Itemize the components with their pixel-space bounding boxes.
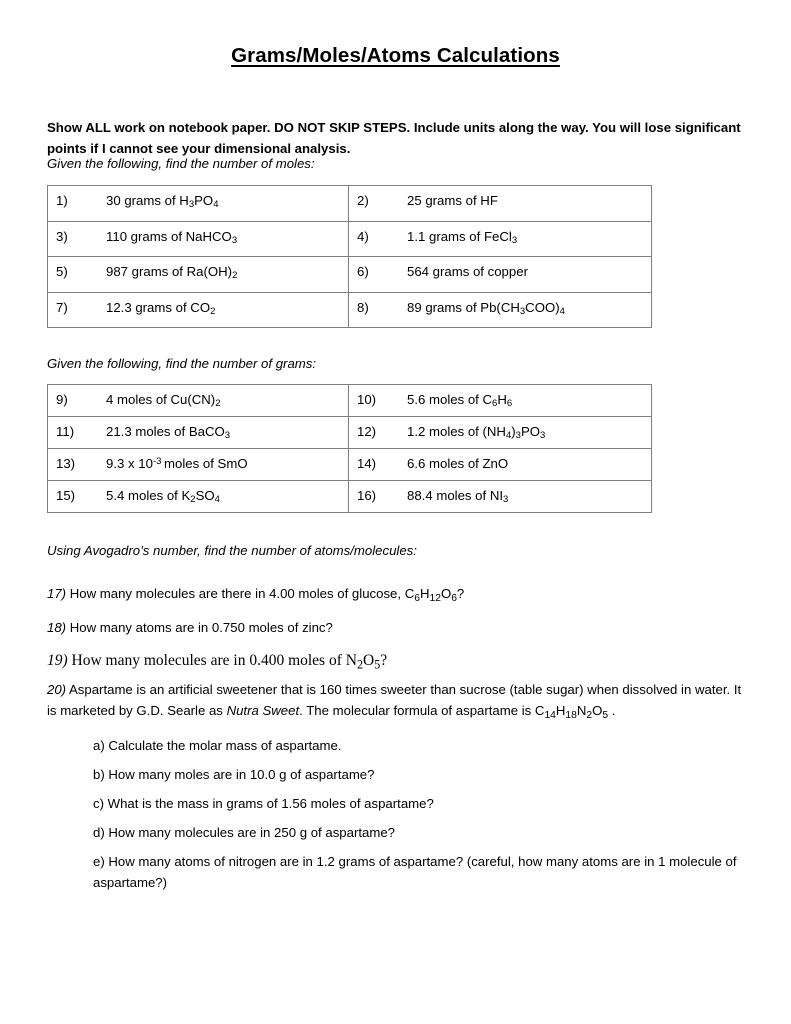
question-entry xyxy=(48,263,348,280)
table-row xyxy=(48,481,652,513)
question-text: How many molecules are in 0.400 moles of $N_2O_5$? xyxy=(67,651,388,672)
question-entry xyxy=(349,263,651,280)
question-entry xyxy=(349,192,651,209)
question-text: 88.4 moles of $NI_3$ xyxy=(407,488,509,506)
question-entry xyxy=(349,228,651,245)
subpart-d: d) How many molecules are in 250 g of aspartame? xyxy=(93,825,395,841)
table-row xyxy=(48,449,652,481)
table-cell-question-12 xyxy=(349,417,652,449)
question-number: 19) xyxy=(47,651,68,669)
question-text: 21.3 moles of BaCO$_3$ xyxy=(106,424,231,442)
table-row xyxy=(48,417,652,449)
question-number: 8) xyxy=(357,299,369,315)
question-number: 18) xyxy=(47,620,67,636)
question-number: 2) xyxy=(357,193,369,208)
question-entry xyxy=(48,192,348,209)
table-cell-question-15 xyxy=(48,481,349,513)
table-cell-question-4 xyxy=(349,221,652,257)
question-number: 11) xyxy=(56,424,75,439)
table-cell-question-7 xyxy=(48,292,349,328)
question-text: Aspartame is an artificial sweetener that is 160 times sweeter than sucrose (table sugar) when dissolved in water. It is marketed by G.D. Searle as Nutra Sweet. The molecular formula of aspartame is $C_{14}H_{18}N_2O_5$ . xyxy=(47,682,742,722)
question-text: 30 grams of $H_3PO_4$ xyxy=(106,193,219,211)
question-entry xyxy=(349,455,651,472)
table-cell-question-13 xyxy=(48,449,349,481)
moles-question-table xyxy=(47,185,652,328)
question-text: 5.6 moles of $C_6H_6$ xyxy=(407,392,513,410)
table-cell-question-5 xyxy=(48,257,349,293)
question-text: How many molecules are there in 4.00 moles of glucose, $C_6H_{12}O_6$? xyxy=(66,586,465,605)
question-text: 4 moles of $Cu(CN)_2$ xyxy=(106,392,221,410)
section-label-atoms: Using Avogadro’s number, find the number of atoms/molecules: xyxy=(47,543,417,558)
subpart-a: a) Calculate the molar mass of aspartame. xyxy=(93,738,342,754)
question-text: 987 grams of $Ra(OH)_2$ xyxy=(106,264,238,282)
question-text: 25 grams of HF xyxy=(407,193,498,208)
instructions-paragraph: Show ALL work on notebook paper. DO NOT SKIP STEPS. Include units along the way. You will lose significant points if I cannot see your dimensional analysis. xyxy=(47,120,741,157)
question-17 xyxy=(47,583,747,604)
table-cell-question-8 xyxy=(349,292,652,328)
question-entry xyxy=(48,299,348,316)
question-number: 17) xyxy=(47,586,67,602)
section-label-grams: Given the following, find the number of grams: xyxy=(47,356,317,371)
grams-question-table xyxy=(47,384,652,513)
table-cell-question-2 xyxy=(349,186,652,222)
question-entry xyxy=(48,455,348,472)
question-20 xyxy=(47,679,749,721)
subpart-b: b) How many moles are in 10.0 g of aspartame? xyxy=(93,767,375,783)
question-entry xyxy=(349,391,651,408)
question-number: 13) xyxy=(56,456,76,471)
question-number: 4) xyxy=(357,228,369,244)
table-cell-question-10 xyxy=(349,385,652,417)
moles-table-body xyxy=(48,186,652,328)
question-number: 15) xyxy=(56,488,76,503)
question-entry xyxy=(48,391,348,408)
question-text: 6.6 moles of ZnO xyxy=(407,456,509,471)
table-row xyxy=(48,292,652,328)
question-number: 20) xyxy=(47,682,67,698)
question-number: 7) xyxy=(56,299,68,315)
question-text: 12.3 grams of $CO_2$ xyxy=(106,299,216,317)
question-entry xyxy=(349,299,651,316)
table-row xyxy=(48,257,652,293)
question-number: 5) xyxy=(56,264,68,279)
question-number: 14) xyxy=(357,456,377,471)
question-text: How many atoms are in 0.750 moles of zinc? xyxy=(66,620,333,636)
question-entry xyxy=(349,423,651,440)
table-cell-question-6 xyxy=(349,257,652,293)
question-text: 5.4 moles of $K_2SO_4$ xyxy=(106,488,220,506)
table-row xyxy=(48,385,652,417)
question-text: 9.3 x $10^{-3}$ moles of SmO xyxy=(106,456,248,471)
question-entry xyxy=(48,423,348,440)
question-text: 1.2 moles of $(NH_4)_3PO_3$ xyxy=(407,424,546,442)
table-cell-question-14 xyxy=(349,449,652,481)
subpart-e: e) How many atoms of nitrogen are in 1.2 grams of aspartame? (careful, how many atoms are in 1 molecule of aspartame?) xyxy=(93,854,737,891)
table-cell-question-16 xyxy=(349,481,652,513)
section-label-moles: Given the following, find the number of moles: xyxy=(47,156,315,171)
page-title xyxy=(0,44,791,68)
grams-table-body xyxy=(48,385,652,513)
question-text: 564 grams of copper xyxy=(407,264,528,279)
question-text: 110 grams of NaHCO$_3$ xyxy=(106,228,238,246)
question-entry xyxy=(48,487,348,504)
question-text: 1.1 grams of FeCl$_3$ xyxy=(407,228,518,246)
question-number: 1) xyxy=(56,193,68,208)
question-entry xyxy=(48,228,348,245)
page-title-text: Grams/Moles/Atoms Calculations xyxy=(231,44,560,67)
question-text: 89 grams of $Pb(CH_3COO)_4$ xyxy=(407,299,565,317)
question-number: 6) xyxy=(357,264,369,279)
subpart-c: c) What is the mass in grams of 1.56 moles of aspartame? xyxy=(93,796,434,812)
question-number: 12) xyxy=(357,424,377,439)
table-cell-question-3 xyxy=(48,221,349,257)
table-row xyxy=(48,186,652,222)
question-entry xyxy=(349,487,651,504)
table-row xyxy=(48,221,652,257)
question-number: 3) xyxy=(56,228,68,244)
table-cell-question-9 xyxy=(48,385,349,417)
table-cell-question-11 xyxy=(48,417,349,449)
question-number: 10) xyxy=(357,392,377,407)
question-19 xyxy=(47,650,747,671)
question-number: 16) xyxy=(357,488,377,503)
question-number: 9) xyxy=(56,392,68,407)
question-18 xyxy=(47,617,747,638)
table-cell-question-1 xyxy=(48,186,349,222)
